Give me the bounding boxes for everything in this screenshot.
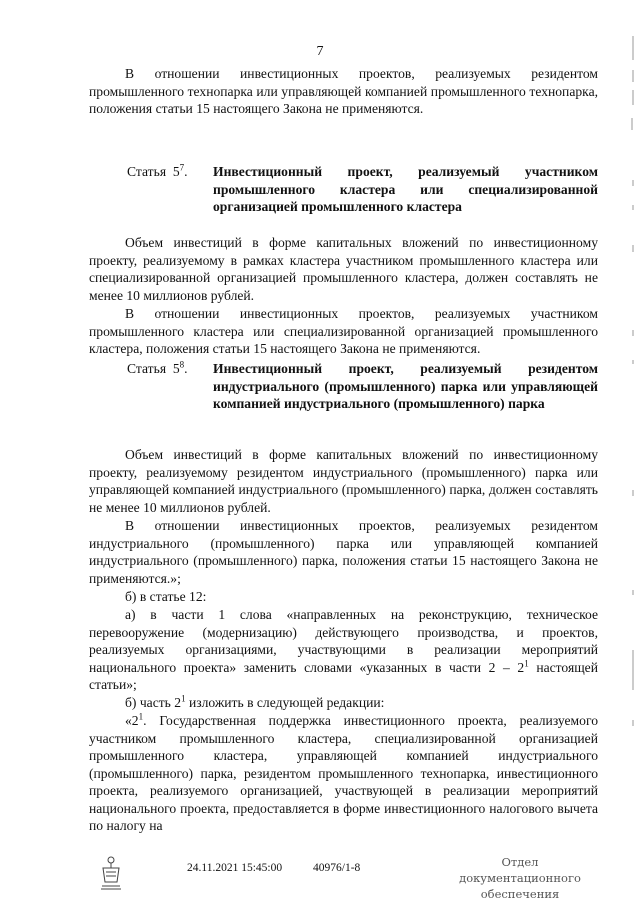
paragraph-technopark-exemption: В отношении инвестиционных проектов, реализуемых резидентом промышленного технопарка или управляющей компанией промышленного технопарка, положения статьи 15 настоящего Закона не применяются. xyxy=(89,66,598,116)
footer-department-stamp: Отдел документационного обеспечения xyxy=(459,855,581,901)
article-5-7-heading xyxy=(127,163,598,216)
document-footer xyxy=(0,850,640,900)
article-label: Статья $5^8$. xyxy=(127,359,188,376)
scan-margin-marks xyxy=(630,30,636,870)
paragraph-part-1-amendment: а) в части 1 слова «направленных на реконструкцию, техническое перевооружение (модернизацию) действующего производства, и проектов, реализуемых организациями, участвующими в реализации мероприятий национального проекта» заменить словами «указанных в части $2 - 2^1$ настоящей статьи»; xyxy=(89,607,598,692)
paragraph-part-2-1-intro: б) часть $2^1$ изложить в следующей редакции: xyxy=(125,693,385,710)
article-5-8-heading xyxy=(127,360,598,413)
paragraph-cluster-volume: Объем инвестиций в форме капитальных вложений по инвестиционному проекту, реализуемому в рамках кластера участником промышленного кластера или специализированной организацией промышленного кластера, должен составлять не менее 10 миллионов рублей. xyxy=(89,235,598,303)
page-number: 7 xyxy=(316,44,324,59)
paragraph-park-volume: Объем инвестиций в форме капитальных вложений по инвестиционному проекту, реализуемому резидентом индустриального (промышленного) парка или управляющей компанией индустриального (промышленного) парка, должен составлять не менее 10 миллионов рублей. xyxy=(89,447,598,515)
paragraph-article-12: б) в статье 12: xyxy=(125,589,207,604)
article-title: Инвестиционный проект, реализуемый участником промышленного кластера или специализированной организацией промышленного кластера xyxy=(213,164,598,214)
paragraph-park-exemption: В отношении инвестиционных проектов, реализуемых резидентом индустриального (промышленного) парка или управляющей компанией индустриального (промышленного) парка, положения статьи 15 настоящего Закона не применяются.»; xyxy=(89,518,598,586)
coat-of-arms-icon xyxy=(96,852,126,892)
article-label: Статья $5^7$. xyxy=(127,162,188,179)
footer-doc-number: 40976/1-8 xyxy=(313,862,361,874)
paragraph-cluster-exemption: В отношении инвестиционных проектов, реализуемых участником промышленного кластера или специализированной организацией промышленного кластера, положения статьи 15 настоящего Закона не применяются. xyxy=(89,306,598,356)
article-title: Инвестиционный проект, реализуемый резидентом индустриального (промышленного) парка или управляющей компанией индустриального (промышленного) парка xyxy=(213,361,598,411)
paragraph-part-2-1-text: «$2^1$. Государственная поддержка инвестиционного проекта, реализуемого участником промышленного кластера, специализированной организацией промышленного кластера, управляющей компанией индустриального (промышленного) парка, резидентом промышленного технопарка, инвестиционного проекта, реализуемого организацией, участвующей в реализации мероприятий национального проекта, предоставляется в форме инвестиционного налогового вычета по налогу на xyxy=(89,711,598,833)
footer-date: 24.11.2021 15:45:00 xyxy=(187,862,283,874)
